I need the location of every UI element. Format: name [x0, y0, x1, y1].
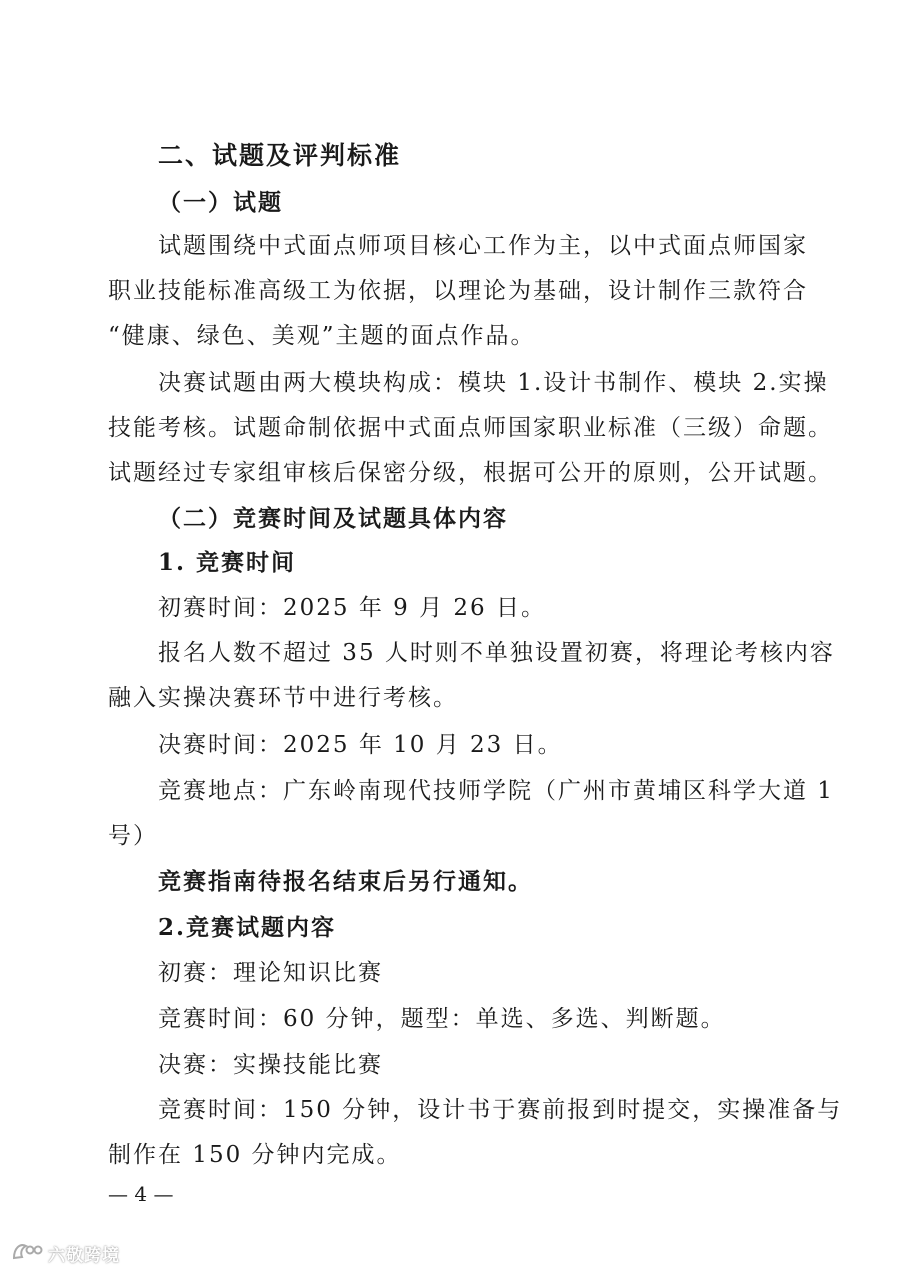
- subsection-heading: （一）试题: [158, 189, 283, 216]
- paragraph-line: 决赛：实操技能比赛: [158, 1052, 383, 1078]
- paragraph-line: 技能考核。试题命制依据中式面点师国家职业标准（三级）命题。: [108, 415, 833, 441]
- item-heading: 1. 竞赛时间: [158, 549, 297, 576]
- paragraph-line: 竞赛时间：150 分钟，设计书于赛前报到时提交，实操准备与: [158, 1097, 843, 1123]
- paragraph-line: 初赛：理论知识比赛: [158, 960, 383, 986]
- paragraph-line: 决赛时间：2025 年 10 月 23 日。: [158, 732, 563, 758]
- item-heading: 2.竞赛试题内容: [158, 914, 337, 941]
- notice-line: 竞赛指南待报名结束后另行通知。: [158, 868, 533, 895]
- paragraph-line: 职业技能标准高级工为依据，以理论为基础，设计制作三款符合: [108, 278, 808, 304]
- paragraph-line: 决赛试题由两大模块构成：模块 1.设计书制作、模块 2.实操: [158, 370, 829, 396]
- paragraph-line: 试题围绕中式面点师项目核心工作为主，以中式面点师国家: [158, 233, 808, 259]
- logo-icon: [10, 1240, 44, 1266]
- paragraph-line: 报名人数不超过 35 人时则不单独设置初赛，将理论考核内容: [158, 640, 835, 666]
- paragraph-line: 试题经过专家组审核后保密分级，根据可公开的原则，公开试题。: [108, 460, 833, 486]
- subsection-heading: （二）竞赛时间及试题具体内容: [158, 505, 508, 532]
- paragraph-line: “健康、绿色、美观”主题的面点作品。: [108, 323, 536, 349]
- page-number: — 4 —: [108, 1182, 174, 1206]
- paragraph-line: 号）: [108, 823, 158, 849]
- paragraph-line: 初赛时间：2025 年 9 月 26 日。: [158, 595, 546, 621]
- watermark-text: 六敬跨境: [48, 1245, 120, 1266]
- paragraph-line: 竞赛地点：广东岭南现代技师学院（广州市黄埔区科学大道 1: [158, 778, 834, 804]
- paragraph-line: 竞赛时间：60 分钟，题型：单选、多选、判断题。: [158, 1006, 726, 1032]
- section-heading: 二、试题及评判标准: [158, 141, 402, 170]
- paragraph-line: 制作在 150 分钟内完成。: [108, 1142, 402, 1168]
- watermark: [10, 1238, 120, 1268]
- paragraph-line: 融入实操决赛环节中进行考核。: [108, 685, 458, 711]
